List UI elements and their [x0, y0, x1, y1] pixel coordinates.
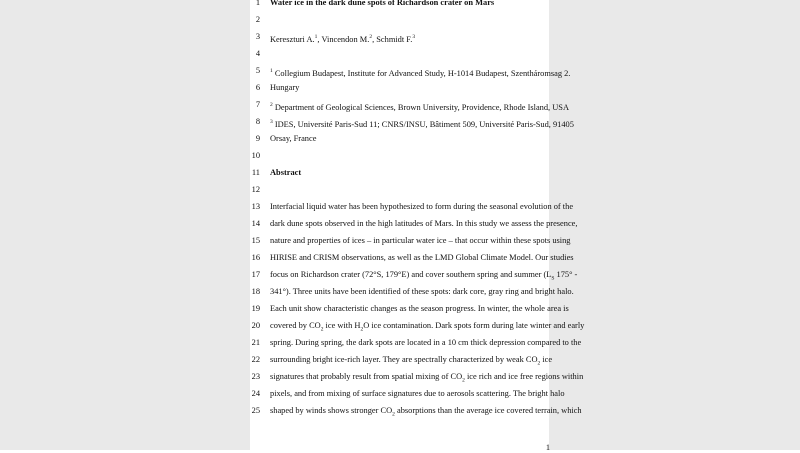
- line-number: 11: [251, 168, 260, 177]
- superscript: 1: [314, 34, 318, 40]
- text-line: [270, 253, 574, 263]
- line-number: 12: [251, 185, 260, 194]
- line-number: 17: [251, 270, 260, 279]
- line-number: 10: [251, 151, 260, 160]
- text-line: [270, 236, 571, 246]
- text-line: [270, 338, 582, 348]
- text-run: dark dune spots observed in the high latitudes of Mars. In this study we assess the presence,: [270, 219, 578, 228]
- line-number: 25: [251, 406, 260, 415]
- line-number: 8: [255, 117, 260, 126]
- section-heading: [270, 0, 550, 8]
- text-run: Collegium Budapest, Institute for Advanced Study, H-1014 Budapest, Szentháromsag 2.: [272, 68, 571, 78]
- text-run: Department of Geological Sciences, Brown University, Providence, Rhode Island, USA: [272, 102, 569, 112]
- superscript: 2: [369, 34, 373, 40]
- text-line: [270, 117, 574, 130]
- text-run: signatures that probably result from spatial mixing of CO: [270, 372, 463, 381]
- text-run: Hungary: [270, 83, 300, 92]
- line-number: 23: [251, 372, 260, 381]
- text-run: spring. During spring, the dark spots are located in a 10 cm thick depression compared to the: [270, 338, 582, 347]
- line-number: 24: [251, 389, 260, 398]
- text-line: [270, 372, 584, 386]
- subscript: 2: [537, 360, 541, 367]
- text-run: covered by CO: [270, 321, 321, 330]
- text-run: 341°). Three units have been identified of these spots: dark core, gray ring and bright halo.: [270, 287, 574, 296]
- text-line: [270, 287, 574, 297]
- line-number: 9: [255, 134, 260, 143]
- subscript: 2: [360, 326, 364, 333]
- text-run: nature and properties of ices – in particular water ice – that occur within these spots using: [270, 236, 571, 245]
- text-line: [270, 100, 569, 113]
- text-run: absorptions than the average ice covered terrain, which: [394, 406, 582, 415]
- subscript: S: [551, 275, 555, 282]
- viewer-background-right: [549, 0, 800, 450]
- page-number: 1: [545, 443, 550, 452]
- text-run: Each unit show characteristic changes as the season progress. In winter, the whole area is: [270, 304, 569, 313]
- text-run: ice: [540, 355, 553, 364]
- line-number: 13: [251, 202, 260, 211]
- line-number: 6: [255, 83, 260, 92]
- superscript: 1: [270, 68, 273, 74]
- text-line: [270, 389, 565, 399]
- line-number: 16: [251, 253, 260, 262]
- text-run: , Schmidt F.: [372, 34, 413, 44]
- superscript: 2: [270, 102, 273, 108]
- text-run: 175° -: [554, 270, 578, 279]
- text-line: [270, 355, 553, 369]
- text-run: pixels, and from mixing of surface signatures due to aerosols scattering. The bright halo: [270, 389, 565, 398]
- line-number: 2: [255, 15, 260, 24]
- text-run: , Vincendon M.: [317, 34, 370, 44]
- text-line: [270, 219, 578, 229]
- section-heading: [270, 168, 550, 178]
- text-line: [270, 321, 585, 335]
- subscript: 2: [392, 411, 395, 418]
- text-line: [270, 304, 569, 314]
- line-number: 7: [255, 100, 260, 109]
- text-run: focus on Richardson crater (72°S, 179°E) and cover southern spring and summer (L: [270, 270, 552, 279]
- text-run: Orsay, France: [270, 134, 317, 143]
- line-number: 14: [251, 219, 260, 228]
- line-number: 1: [255, 0, 260, 7]
- line-number: 22: [251, 355, 260, 364]
- line-number: 21: [251, 338, 260, 347]
- text-run: Water ice in the dark dune spots of Richardson crater on Mars: [270, 0, 495, 7]
- text-line: [270, 134, 550, 144]
- text-line: [270, 270, 578, 284]
- line-number: 5: [255, 66, 260, 75]
- superscript: 3: [412, 34, 416, 40]
- viewer-background-left: [0, 0, 250, 450]
- text-line: [270, 202, 574, 212]
- line-number: 20: [251, 321, 260, 330]
- superscript: 3: [270, 119, 273, 125]
- text-run: IDES, Université Paris-Sud 11; CNRS/INSU, Bâtiment 509, Université Paris-Sud, 91405: [272, 119, 574, 129]
- text-run: O ice contamination. Dark spots form during late winter and early: [363, 321, 585, 330]
- text-line: [270, 32, 550, 45]
- line-number: 15: [251, 236, 260, 245]
- text-run: Interfacial liquid water has been hypothesized to form during the seasonal evolution of the: [270, 202, 574, 211]
- subscript: 2: [320, 326, 324, 333]
- text-run: shaped by winds shows stronger CO: [270, 406, 393, 415]
- text-run: HIRISE and CRISM observations, as well as the LMD Global Climate Model. Our studies: [270, 253, 574, 262]
- text-run: surrounding bright ice-rich layer. They are spectrally characterized by weak CO: [270, 355, 538, 364]
- text-run: ice rich and ice free regions within: [464, 372, 584, 381]
- line-number: 19: [251, 304, 260, 313]
- text-line: [270, 83, 550, 93]
- text-run: Abstract: [270, 168, 302, 177]
- subscript: 2: [462, 377, 465, 384]
- text-run: Kereszturi A.: [270, 34, 315, 44]
- text-line: [270, 66, 571, 79]
- line-number: 4: [255, 49, 260, 58]
- line-number: 3: [255, 32, 260, 41]
- text-run: ice with H: [323, 321, 361, 330]
- text-line: [270, 406, 582, 420]
- line-number: 18: [251, 287, 260, 296]
